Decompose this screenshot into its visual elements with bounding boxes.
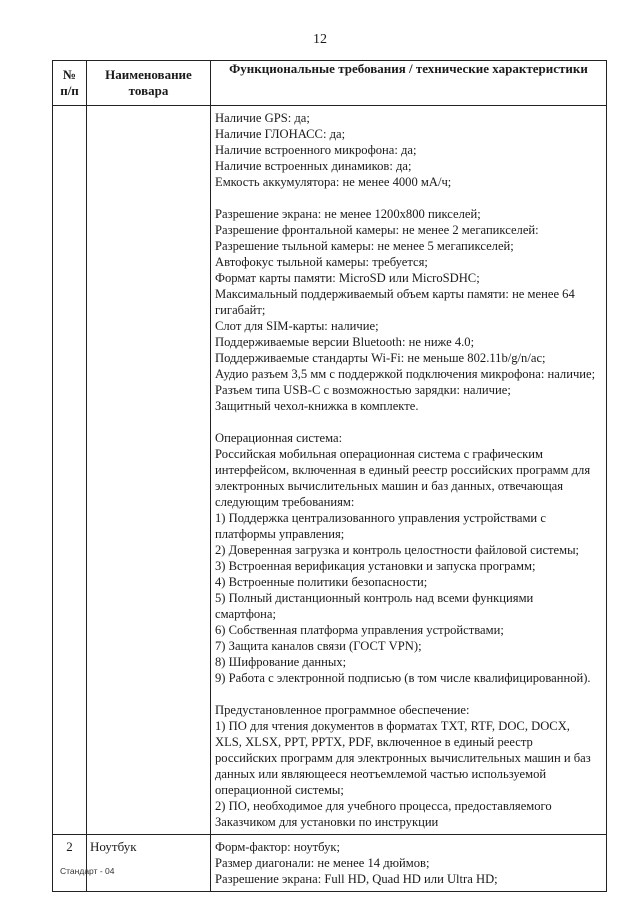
spec-line: смартфона;	[215, 607, 276, 621]
spec-line: 7) Защита каналов связи (ГОСТ VPN);	[215, 639, 422, 653]
table-row	[53, 106, 607, 835]
row-spec-text	[211, 835, 606, 891]
row-name: Ноутбук	[90, 839, 137, 854]
spec-line: 1) ПО для чтения документов в форматах TXT, RTF, DOC, DOCX,	[215, 719, 570, 733]
spec-gap	[215, 414, 604, 430]
spec-line: Максимальный поддерживаемый объем карты памяти: не менее 64	[215, 287, 575, 301]
spec-line: Наличие ГЛОНАСС: да;	[215, 127, 346, 141]
spec-line: Емкость аккумулятора: не менее 4000 мА/ч;	[215, 175, 452, 189]
spec-line: Российская мобильная операционная система с графическим	[215, 447, 543, 461]
spec-line: Разрешение тыльной камеры: не менее 5 мегапикселей;	[215, 239, 514, 253]
spec-line: Автофокус тыльной камеры: требуется;	[215, 255, 428, 269]
spec-line: Форм-фактор: ноутбук;	[215, 840, 340, 854]
spec-line: Наличие встроенного микрофона: да;	[215, 143, 417, 157]
table-row	[53, 835, 607, 892]
spec-line: Поддерживаемые стандарты Wi-Fi: не меньше 802.11b/g/n/ac;	[215, 351, 546, 365]
spec-line: XLS, XLSX, PPT, PPTX, PDF, включенное в единый реестр	[215, 735, 533, 749]
spec-line: 2) ПО, необходимое для учебного процесса, предоставляемого	[215, 799, 552, 813]
header-name-line2: товара	[128, 83, 169, 98]
spec-line: электронных вычислительных машин и баз данных, отвечающая	[215, 479, 564, 493]
spec-line: Разъем типа USB-C с возможностью зарядки: наличие;	[215, 383, 511, 397]
spec-line: интерфейсом, включенная в единый реестр российских программ для	[215, 463, 591, 477]
spec-line: 8) Шифрование данных;	[215, 655, 347, 669]
row-name-cell	[87, 835, 211, 892]
spec-line: операционной системы;	[215, 783, 344, 797]
spec-line: 6) Собственная платформа управления устройствами;	[215, 623, 504, 637]
spec-line: гигабайт;	[215, 303, 266, 317]
header-func: Функциональные требования / технические характеристики	[211, 61, 607, 106]
row-num-cell	[53, 106, 87, 835]
spec-line: Предустановленное программное обеспечение:	[215, 703, 470, 717]
page-number: 12	[313, 32, 327, 47]
spec-line: Аудио разъем 3,5 мм с поддержкой подключения микрофона: наличие;	[215, 367, 596, 381]
footer-stamp: Стандарт - 04	[60, 866, 115, 876]
row-spec-cell	[211, 106, 607, 835]
header-num	[53, 61, 87, 106]
spec-gap	[215, 190, 604, 206]
spec-line: 5) Полный дистанционный контроль над всеми функциями	[215, 591, 534, 605]
table-header-row	[53, 61, 607, 106]
spec-line: 4) Встроенные политики безопасности;	[215, 575, 428, 589]
spec-line: Заказчиком для установки по инструкции	[215, 815, 439, 829]
spec-table	[52, 60, 607, 892]
spec-line: Поддерживаемые версии Bluetooth: не ниже 4.0;	[215, 335, 475, 349]
spec-line: Операционная система:	[215, 431, 343, 445]
header-num-line2: п/п	[60, 83, 79, 98]
spec-line: 3) Встроенная верификация установки и запуска программ;	[215, 559, 536, 573]
row-num: 2	[66, 839, 73, 854]
spec-line: следующим требованиям:	[215, 495, 355, 509]
spec-line: платформы управления;	[215, 527, 345, 541]
spec-line: Разрешение экрана: Full HD, Quad HD или Ultra HD;	[215, 872, 498, 886]
spec-line: 9) Работа с электронной подписью (в том числе квалифицированной).	[215, 671, 591, 685]
spec-line: 2) Доверенная загрузка и контроль целостности файловой системы;	[215, 543, 580, 557]
row-spec-cell	[211, 835, 607, 892]
spec-line: Наличие GPS: да;	[215, 111, 310, 125]
spec-line: 1) Поддержка централизованного управления устройствами с	[215, 511, 546, 525]
row-spec-text	[211, 106, 606, 834]
header-num-line1: №	[62, 67, 77, 82]
spec-line: Слот для SIM-карты: наличие;	[215, 319, 379, 333]
row-name	[87, 106, 210, 114]
header-name	[87, 61, 211, 106]
spec-line: Размер диагонали: не менее 14 дюймов;	[215, 856, 430, 870]
row-num-cell	[53, 835, 87, 892]
spec-line: Формат карты памяти: MicroSD или MicroSDHC;	[215, 271, 480, 285]
spec-line: Разрешение фронтальной камеры: не менее 2 мегапикселей:	[215, 223, 539, 237]
spec-line: Защитный чехол-книжка в комплекте.	[215, 399, 419, 413]
spec-line: российских программ для электронных вычислительных машин и баз	[215, 751, 591, 765]
spec-line: Наличие встроенных динамиков: да;	[215, 159, 412, 173]
row-num	[53, 106, 86, 114]
spec-line: данных или являющееся неотъемлемой частью используемой	[215, 767, 547, 781]
spec-gap	[215, 686, 604, 702]
header-name-line1: Наименование	[105, 67, 192, 82]
spec-line: Разрешение экрана: не менее 1200x800 пикселей;	[215, 207, 481, 221]
row-name-cell	[87, 106, 211, 835]
